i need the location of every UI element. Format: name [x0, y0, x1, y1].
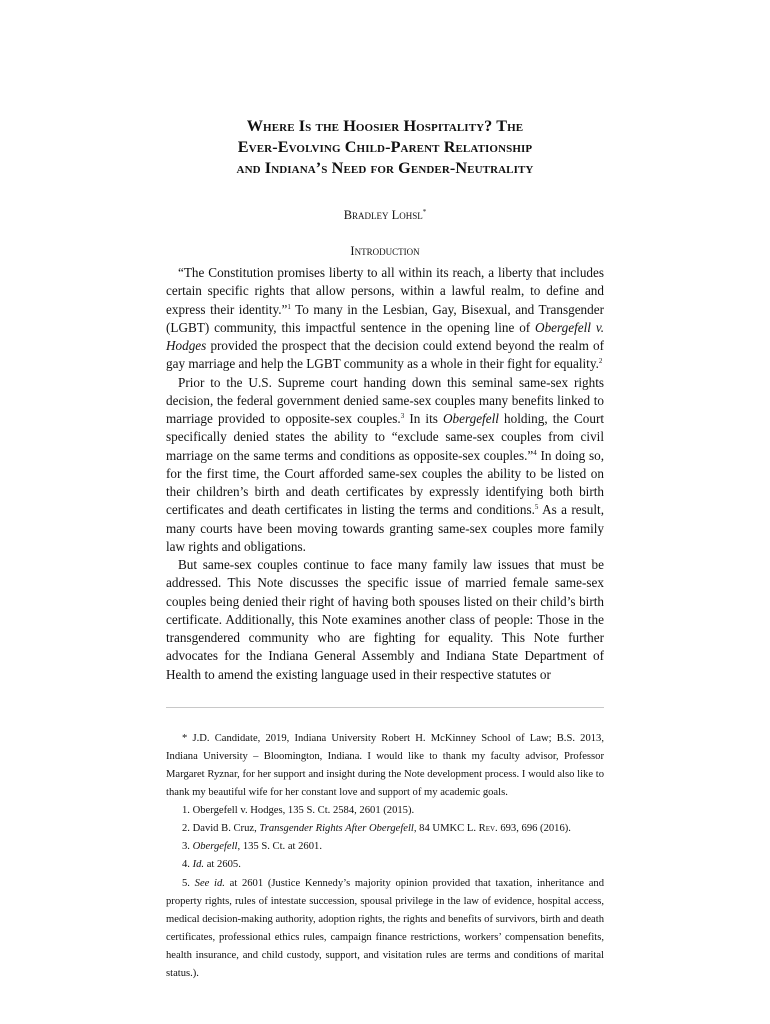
- footnote-2: [166, 820, 604, 838]
- author-byline: [166, 208, 604, 223]
- footnote-ref-1: 1: [287, 302, 291, 311]
- p2-text-b: In its: [404, 411, 443, 426]
- case-name: Obergefell: [443, 411, 499, 426]
- footnote-1: 1. Obergefell v. Hodges, 135 S. Ct. 2584, 2601 (2015).: [182, 805, 415, 817]
- footnote-ref-2: 2: [598, 357, 603, 366]
- fn2-pre: 2. David B. Cruz,: [182, 823, 260, 835]
- footnote-5: [166, 875, 604, 984]
- section-heading: Introduction: [350, 244, 420, 258]
- p1-text-c: provided the prospect that the decision could extend beyond the realm of gay marriage and help the LGBT community as a whole in their fight for equality.: [166, 338, 604, 372]
- fn2-title: Transgender Rights After Obergefell: [259, 823, 414, 835]
- title-line-1: Where Is the Hoosier Hospitality? The: [246, 117, 524, 135]
- body-text: [166, 264, 604, 684]
- article-title: [166, 116, 604, 179]
- fn4-pre: 4.: [182, 859, 193, 871]
- p2-text-e: As a result, many courts have been moving towards granting same-sex couples more family law rights and obligations.: [166, 502, 604, 554]
- fn4-id: Id.: [192, 859, 205, 871]
- footnotes: [166, 730, 604, 983]
- title-line-2: Ever-Evolving Child-Parent Relationship: [237, 138, 533, 156]
- footnote-divider: [166, 707, 604, 708]
- p1-text-b: To many in the Lesbian, Gay, Bisexual, and Transgender (LGBT) community, this impactful sentence in the opening line of: [166, 301, 604, 335]
- author-footnote-marker: *: [422, 208, 427, 216]
- footnote-4: [166, 856, 604, 874]
- fn4-post: at 2605.: [204, 859, 241, 871]
- footnote-ref-3: 3: [400, 412, 405, 420]
- footnote-ref-4: 4: [533, 448, 537, 457]
- fn5-pre: 5.: [182, 877, 195, 889]
- paragraph-2: [166, 374, 604, 557]
- case-name: Obergefell v. Hodges: [166, 319, 604, 353]
- fn2-mid: , 84 UMKC L.: [413, 823, 479, 835]
- p2-text-d: In doing so, for the first time, the Court afforded same-sex couples the ability to be listed on their children’s birth and death certificates by expressly identifying both birth certificates and death certificates in listing the terms and conditions.: [166, 447, 605, 518]
- p1-text-a: “The Constitution promises liberty to all within its reach, a liberty that includes certain specific rights that allow persons, within a lawful realm, to define and express their identity.”: [166, 265, 604, 317]
- paragraph-3: But same-sex couples continue to face many family law issues that must be addressed. This Note discusses the specific issue of married female same-sex couples being denied their right of having both spouses listed on their child’s birth certificate. Additionally, this Note examines another class of people: Those in the transgendered community who are fighting for equality. This Note further advocates for the Indiana General Assembly and Indiana State Department of Health to amend the existing language used in their respective statutes or: [166, 557, 604, 682]
- author-name: Bradley Lohsl: [343, 208, 423, 222]
- footnote-star: * J.D. Candidate, 2019, Indiana University Robert H. McKinney School of Law; B.S. 2013, Indiana University – Bloomington, Indiana. I would like to thank my faculty advisor, Professor Margaret Ryznar, for her support and insight during the Note development process. I would also like to thank my beautiful wife for her constant love and support of my academic goals.: [166, 732, 604, 799]
- footnote-3: [166, 838, 604, 856]
- p2-text-c: holding, the Court specifically denied states the ability to “exclude same-sex couples from civil marriage on the same terms and conditions as opposite-sex couples.”: [166, 411, 604, 463]
- footnote-ref-5: 5: [534, 503, 539, 512]
- fn2-rev: Rev: [478, 823, 496, 835]
- fn5-signal: See id.: [194, 877, 225, 889]
- paragraph-1: [166, 264, 604, 374]
- fn3-post: , 135 S. Ct. at 2601.: [237, 841, 322, 853]
- fn3-case: Obergefell: [192, 841, 238, 853]
- fn5-post: at 2601 (Justice Kennedy’s majority opinion provided that taxation, inheritance and property rights, rules of intestate succession, spousal privilege in the law of evidence, hospital access, medical decision-making authority, adoption rights, the rights and benefits of survivors, birth and death certificates, professional ethics rules, campaign finance restrictions, workers’ compensation benefits, health insurance, and child custody, support, and visitation rules are terms and conditions of marital status.).: [166, 877, 604, 979]
- p2-text-a: Prior to the U.S. Supreme court handing down this seminal same-sex rights decision, the federal government denied same-sex couples many benefits linked to marriage provided to opposite-sex couples.: [166, 374, 604, 426]
- fn3-pre: 3.: [182, 841, 193, 853]
- document-page: [166, 116, 604, 983]
- fn2-post: . 693, 696 (2016).: [495, 823, 571, 835]
- title-line-3: and Indiana’s Need for Gender-Neutrality: [236, 159, 534, 177]
